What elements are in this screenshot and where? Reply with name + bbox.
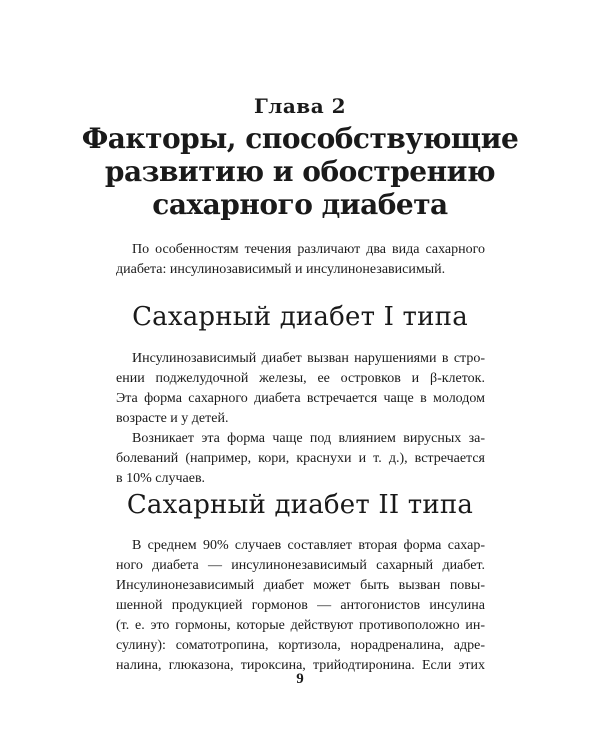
text-line: Инсулинонезависимый диабет может быть вызван повы-: [116, 578, 485, 593]
type1-paragraph-2: [116, 429, 485, 489]
text-line: сулину): соматотропина, кортизола, норадреналина, адре-: [116, 638, 485, 653]
chapter-title-line: Факторы, способствующие: [81, 122, 519, 155]
text-line: в 10% случаев.: [116, 471, 206, 486]
chapter-title-line: развитию и обострению: [104, 155, 496, 188]
text-line: шенной продукцией гормонов — антогонистов инсулина: [116, 598, 485, 613]
text-line: Инсулинозависимый диабет вызван нарушениями в стро-: [132, 351, 485, 366]
text-line: Возникает эта форма чаще под влиянием вирусных за-: [132, 431, 485, 446]
text-line: ении поджелудочной железы, ее островков и β-клеток.: [116, 371, 485, 386]
section-heading-type1: Сахарный диабет I типа: [132, 302, 468, 332]
chapter-label: Глава 2: [253, 94, 347, 118]
text-line: налина, глюказона, тироксина, трийодтиронина. Если этих: [116, 658, 485, 673]
page-number: 9: [296, 671, 304, 687]
type1-paragraph-1: [116, 349, 485, 429]
chapter-title-line: сахарного диабета: [152, 188, 448, 221]
text-line: диабета: инсулинозависимый и инсулинонезависимый.: [116, 262, 446, 277]
text-line: По особенностям течения различают два вида сахарного: [132, 242, 485, 257]
type2-paragraph: [116, 536, 485, 676]
text-line: Эта форма сахарного диабета встречается чаще в молодом: [116, 391, 485, 406]
text-line: болеваний (например, кори, краснухи и т. д.), встречается: [116, 451, 485, 466]
text-line: В среднем 90% случаев составляет вторая форма сахар-: [132, 538, 485, 553]
intro-paragraph: [116, 240, 485, 280]
text-line: (т. е. это гормоны, которые действуют противоположно ин-: [116, 618, 485, 633]
section-heading-type2: Сахарный диабет II типа: [126, 490, 474, 520]
chapter-title: [0, 122, 600, 221]
text-line: ного диабета — инсулинонезависимый сахарный диабет.: [116, 558, 485, 573]
text-line: возрасте и у детей.: [116, 411, 229, 426]
